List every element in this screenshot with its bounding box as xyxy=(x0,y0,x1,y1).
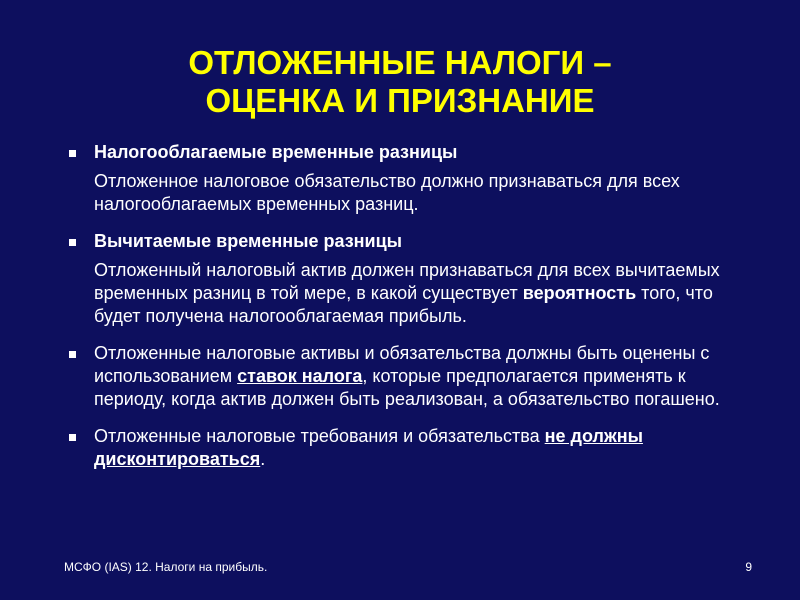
emphasis-text: вероятность xyxy=(522,283,637,303)
emphasis-text: ставок налога xyxy=(237,366,363,386)
text-segment: , которые предполагается применять к периоду, когда актив должен быть реализован, а обязательство погашено. xyxy=(94,366,720,409)
square-bullet-icon xyxy=(69,434,76,441)
square-bullet-icon xyxy=(69,150,76,157)
slide-title-line-2: ОЦЕНКА И ПРИЗНАНИЕ xyxy=(205,82,595,119)
bullet-text xyxy=(94,259,754,328)
text-segment: . xyxy=(260,449,266,469)
emphasis-text: не должны дисконтироваться xyxy=(94,426,643,469)
bullet-item-taxable-differences xyxy=(64,141,754,216)
bullet-item-deductible-differences xyxy=(64,230,754,328)
slide-title-line-1: ОТЛОЖЕННЫЕ НАЛОГИ – xyxy=(188,44,612,81)
bullet-text: Отложенное налоговое обязательство должно признаваться для всех налогооблагаемых временных разниц. xyxy=(94,171,680,214)
bullet-item-no-discounting xyxy=(64,425,754,471)
text-segment: того, что будет получена налогооблагаемая прибыль. xyxy=(94,283,713,326)
bullet-list xyxy=(64,141,754,485)
text-segment: Отложенные налоговые активы и обязательства должны быть оценены с использованием xyxy=(94,343,710,386)
slide-footer: МСФО (IAS) 12. Налоги на прибыль. xyxy=(64,560,268,574)
bullet-heading: Налогооблагаемые временные разницы xyxy=(94,142,458,162)
text-segment: Отложенный налоговый актив должен признаваться для всех вычитаемых временных разниц в той мере, в какой существует xyxy=(94,260,720,303)
slide-title xyxy=(0,44,800,120)
square-bullet-icon xyxy=(69,239,76,246)
bullet-item-tax-rates xyxy=(64,342,754,411)
text-segment: Отложенные налоговые требования и обязательства xyxy=(94,426,545,446)
page-number: 9 xyxy=(745,560,752,574)
square-bullet-icon xyxy=(69,351,76,358)
bullet-heading: Вычитаемые временные разницы xyxy=(94,231,403,251)
bullet-text xyxy=(94,426,643,469)
bullet-text xyxy=(94,343,720,409)
